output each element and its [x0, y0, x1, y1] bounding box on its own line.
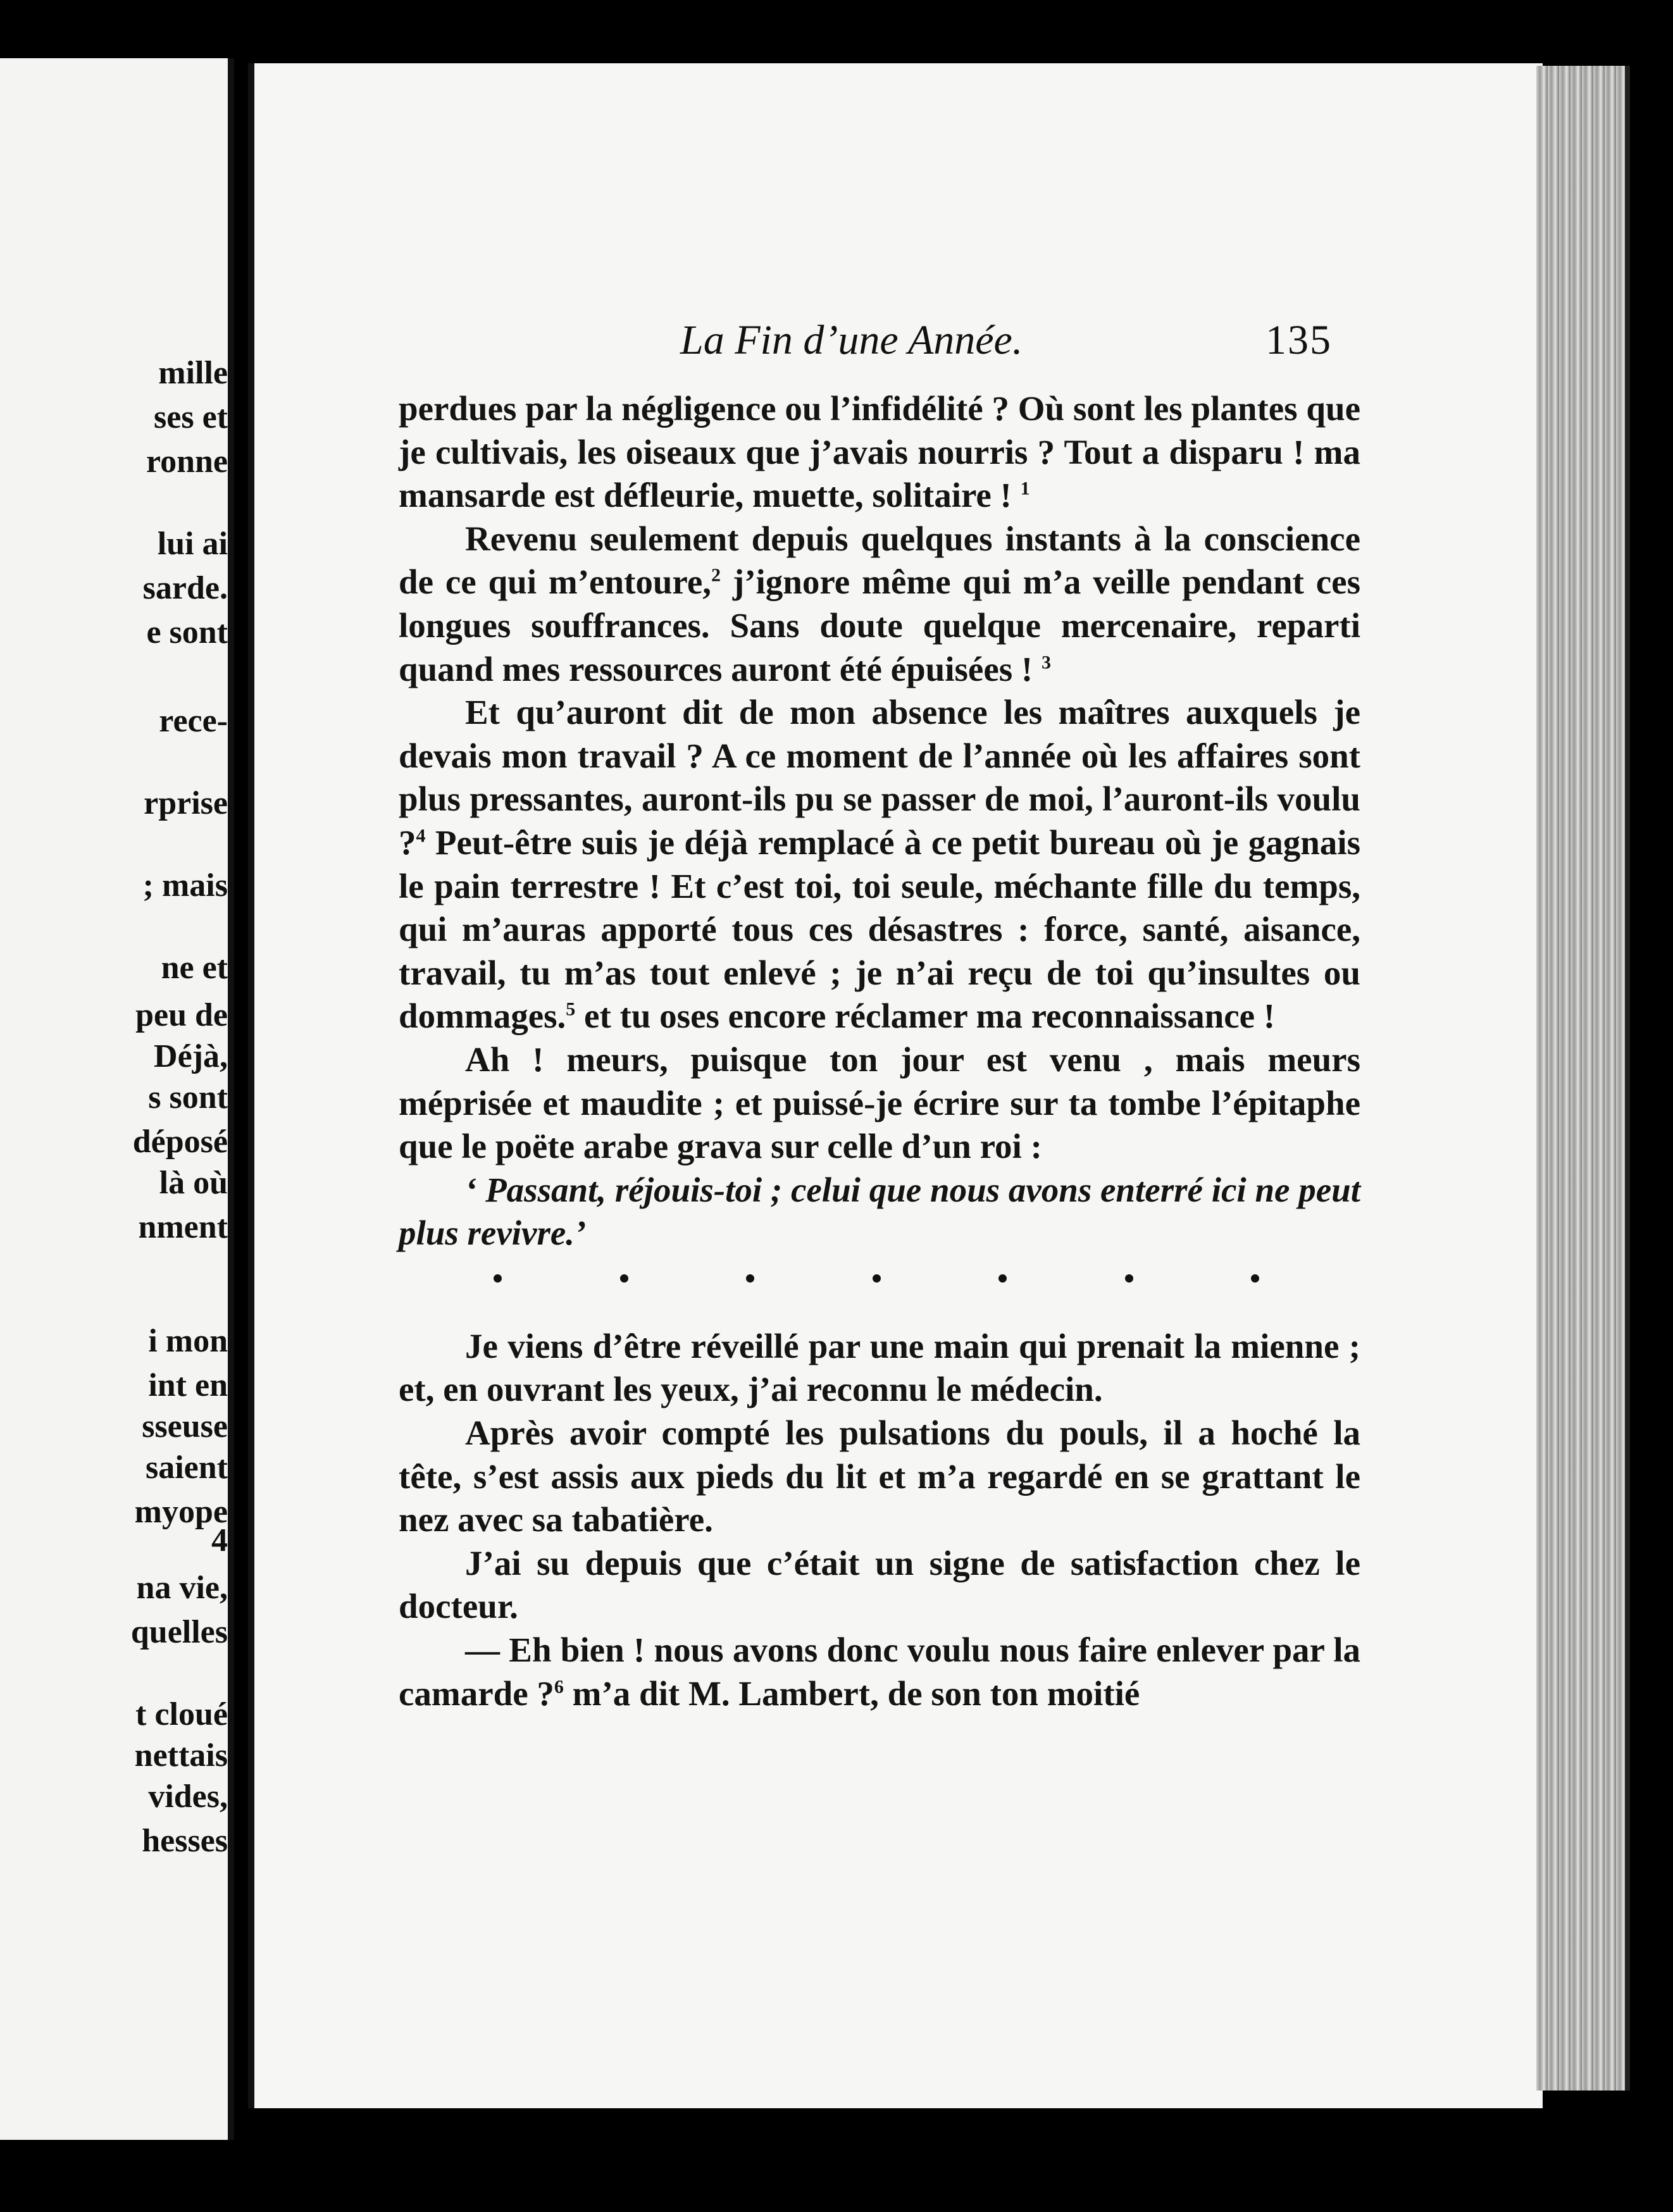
- footnote-ref: 1: [1020, 478, 1030, 499]
- running-title: La Fin d’une Année.: [680, 317, 1023, 363]
- previous-page-line: rprise: [144, 785, 228, 821]
- running-head: [680, 316, 1673, 367]
- previous-page-line: hesses: [142, 1823, 228, 1859]
- previous-page-line: t cloué: [135, 1696, 228, 1732]
- paragraph: Et qu’auront dit de mon absence les maîtres auxquels je devais mon travail ? A ce moment de l’année où les affaires sont plus pressantes, auront-ils pu se passer de moi, l’auront-ils voulu ?$^4$ Peut-être suis je déjà remplacé à ce petit bureau où je gagnais le pain terrestre ! Et c’est toi, toi seule, méchante fille du temps, qui m’auras apporté tous ces désastres : force, santé, aisance, travail, tu m’as tout enlevé ; je n’ai reçu de toi qu’insultes ou dommages.$^5$ et tu oses encore réclamer ma reconnaissance !: [399, 693, 1360, 1036]
- previous-page-line: déposé: [132, 1124, 228, 1160]
- previous-page-line: int en: [148, 1367, 228, 1403]
- previous-page-line: myope: [134, 1494, 228, 1530]
- paragraph: Revenu seulement depuis quelques instants à la conscience de ce qui m’entoure,$^2$ j’ignore même qui m’a veille pendant ces longues souffrances. Sans doute quelque mercenaire, reparti quand mes ressources auront été épuisées ! $^3$: [399, 519, 1360, 688]
- previous-page-line: là où: [159, 1165, 228, 1201]
- previous-page-line: 4: [211, 1522, 228, 1558]
- previous-page-line: ses et: [154, 399, 228, 435]
- page-number: 135: [1266, 317, 1332, 363]
- previous-page-line: nettais: [134, 1737, 228, 1774]
- previous-page-line: peu de: [135, 997, 228, 1033]
- previous-page-line: nment: [138, 1209, 228, 1245]
- previous-page-line: s sont: [148, 1079, 228, 1115]
- paragraph: Après avoir compté les pulsations du pouls, il a hoché la tête, s’est assis aux pieds du lit et m’a regardé en se grattant le nez avec sa tabatière.: [399, 1414, 1360, 1539]
- previous-page-line: mille: [158, 355, 228, 391]
- previous-page-line: saient: [146, 1450, 228, 1486]
- previous-page-line: rece-: [159, 703, 228, 739]
- previous-page-line: quelles: [130, 1614, 228, 1650]
- previous-page-line: lui ai: [157, 526, 228, 562]
- footnote-ref: 4: [416, 825, 426, 847]
- footnote-ref: 2: [711, 565, 721, 587]
- previous-page-line: e sont: [146, 614, 228, 650]
- paragraph: J’ai su depuis que c’était un signe de satisfaction chez le docteur.: [399, 1543, 1360, 1626]
- dot: [494, 1274, 502, 1283]
- previous-page-line: na vie,: [136, 1570, 228, 1606]
- footnote-ref: 6: [554, 1676, 564, 1698]
- page-edges: [1536, 66, 1630, 2091]
- footnote-ref: 5: [566, 998, 576, 1020]
- paragraph: perdues par la négligence ou l’infidélité ? Où sont les plantes que je cultivais, les oiseaux que j’avais nourris ? Tout a disparu ! ma mansarde est défleurie, muette, solitaire ! $^1$: [399, 389, 1360, 515]
- previous-page-line: vides,: [148, 1779, 228, 1815]
- previous-page-line: sseuse: [142, 1408, 228, 1445]
- dot: [873, 1274, 881, 1283]
- dot: [1251, 1274, 1259, 1283]
- footnote-ref: 3: [1041, 652, 1051, 673]
- previous-page-line: ronne: [146, 444, 228, 480]
- dot: [620, 1274, 628, 1283]
- previous-page-line: sarde.: [142, 570, 228, 606]
- previous-page-line: i mon: [148, 1323, 228, 1359]
- body-text: [399, 387, 1360, 1715]
- dot: [746, 1274, 754, 1283]
- dot: [998, 1274, 1007, 1283]
- previous-page-line: Déjà,: [154, 1038, 228, 1074]
- paragraph: Ah ! meurs, puisque ton jour est venu , mais meurs méprisée et maudite ; et puissé-je écrire sur ta tombe l’épitaphe que le poëte arabe grava sur celle d’un roi :: [399, 1040, 1360, 1166]
- epitaph-quote: ‘ Passant, réjouis-toi ; celui que nous avons enterré ici ne peut plus revivre.’: [399, 1170, 1360, 1253]
- section-break-dots: [399, 1274, 1360, 1300]
- previous-page: [0, 58, 234, 2140]
- paragraph: Je viens d’être réveillé par une main qui prenait la mienne ; et, en ouvrant les yeux, j’ai reconnu le médecin.: [399, 1326, 1360, 1409]
- previous-page-line: ne et: [161, 950, 228, 986]
- paragraph: — Eh bien ! nous avons donc voulu nous faire enlever par la camarde ?$^6$ m’a dit M. Lambert, de son ton moitié: [399, 1631, 1360, 1713]
- dot: [1125, 1274, 1133, 1283]
- previous-page-line: ; mais: [142, 867, 228, 904]
